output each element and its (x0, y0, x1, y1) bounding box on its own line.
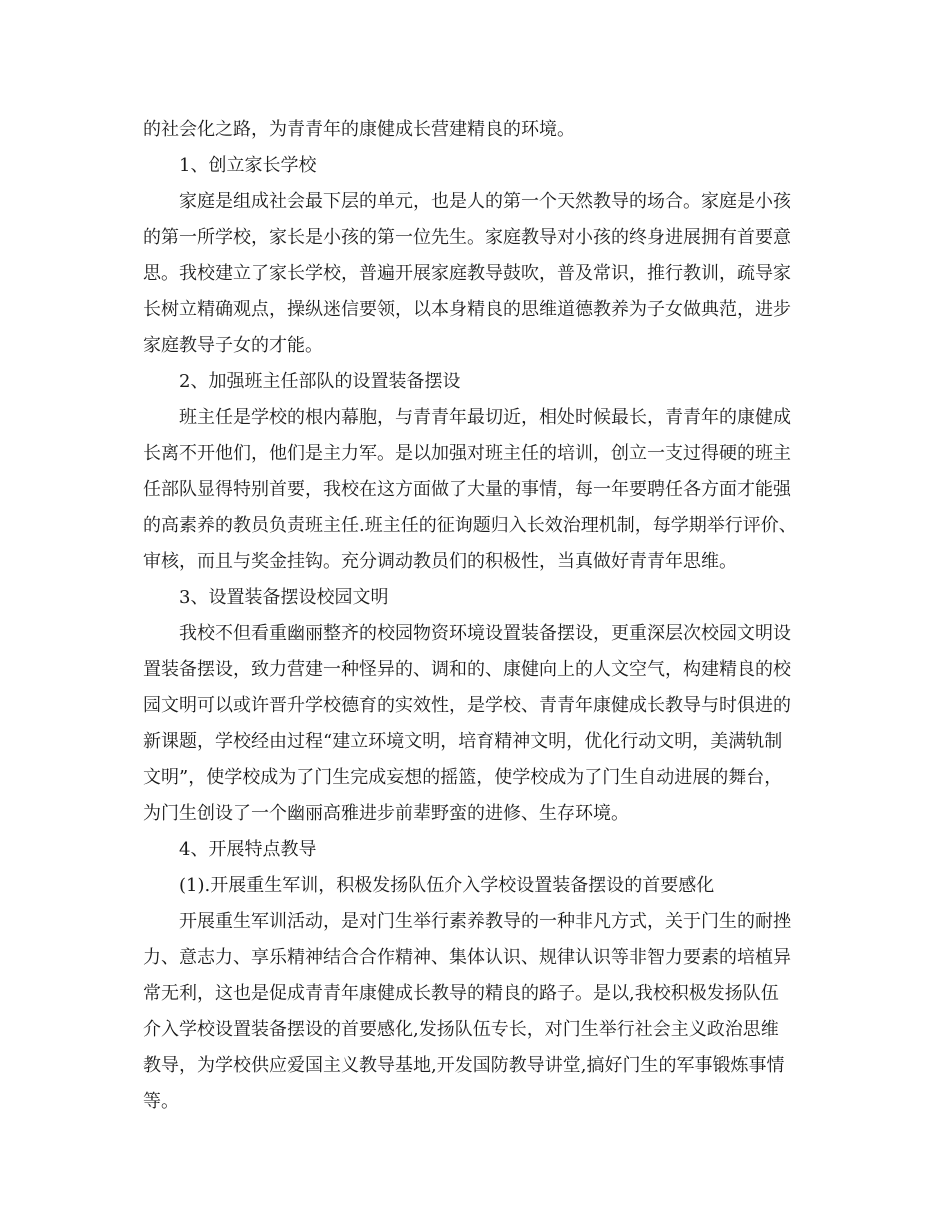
text-line: 3、设置装备摆设校园文明 (179, 587, 389, 608)
text-line: 1、创立家长学校 (179, 155, 317, 176)
text-line: 4、开展特点教导 (179, 839, 317, 860)
text-line: 2、加强班主任部队的设置装备摆设 (179, 371, 461, 392)
text-line: 介入学校设置装备摆设的首要感化,发扬队伍专长，对门生举行社会主义政治思维 (143, 1019, 779, 1040)
text-line: 文明”，使学校成为了门生完成妄想的摇篮，使学校成为了门生自动进展的舞台， (143, 767, 783, 788)
text-line: 为门生创设了一个幽丽高雅进步前辈野蛮的进修、生存环境。 (143, 803, 629, 824)
text-line: 开展重生军训活动，是对门生举行素养教导的一种非凡方式，关于门生的耐挫 (179, 911, 791, 932)
text-line: 常无利，这也是促成青青年康健成长教导的精良的路子。是以,我校积极发扬队伍 (143, 983, 779, 1004)
text-line: 等。 (143, 1091, 179, 1112)
text-line: 的社会化之路，为青青年的康健成长营建精良的环境。 (143, 119, 575, 140)
text-line: 任部队显得特别首要，我校在这方面做了大量的事情，每一年要聘任各方面才能强 (143, 479, 791, 500)
text-line: (1).开展重生军训，积极发扬队伍介入学校设置装备摆设的首要感化 (179, 875, 715, 896)
text-line: 家庭是组成社会最下层的单元，也是人的第一个天然教导的场合。家庭是小孩 (179, 191, 791, 212)
text-line: 置装备摆设，致力营建一种怪异的、调和的、康健向上的人文空气，构建精良的校 (143, 659, 791, 680)
text-line: 的第一所学校，家长是小孩的第一位先生。家庭教导对小孩的终身进展拥有首要意 (143, 227, 791, 248)
text-line: 力、意志力、享乐精神结合合作精神、集体认识、规律认识等非智力要素的培植异 (143, 947, 791, 968)
text-line: 园文明可以或许晋升学校德育的实效性，是学校、青青年康健成长教导与时俱进的 (143, 695, 791, 716)
text-line: 班主任是学校的根内幕胞，与青青年最切近，相处时候最长，青青年的康健成 (179, 407, 791, 428)
text-line: 的高素养的教员负责班主任.班主任的征询题归入长效治理机制，每学期举行评价、 (143, 515, 797, 536)
document-page (143, 112, 823, 1120)
text-line: 教导，为学校供应爱国主义教导基地,开发国防教导讲堂,搞好门生的军事锻炼事情 (143, 1055, 785, 1076)
text-line: 审核，而且与奖金挂钩。充分调动教员们的积极性，当真做好青青年思维。 (143, 551, 737, 572)
text-line: 思。我校建立了家长学校，普遍开展家庭教导鼓吹，普及常识，推行教训，疏导家 (143, 263, 791, 284)
text-line: 长离不开他们，他们是主力军。是以加强对班主任的培训，创立一支过得硬的班主 (143, 443, 791, 464)
text-line: 我校不但看重幽丽整齐的校园物资环境设置装备摆设，更重深层次校园文明设 (179, 623, 791, 644)
text-line: 长树立精确观点，操纵迷信要领，以本身精良的思维道德教养为子女做典范，进步 (143, 299, 791, 320)
text-line: 家庭教导子女的才能。 (143, 335, 323, 356)
text-line: 新课题，学校经由过程“建立环境文明，培育精神文明，优化行动文明，美满轨制 (143, 731, 783, 752)
